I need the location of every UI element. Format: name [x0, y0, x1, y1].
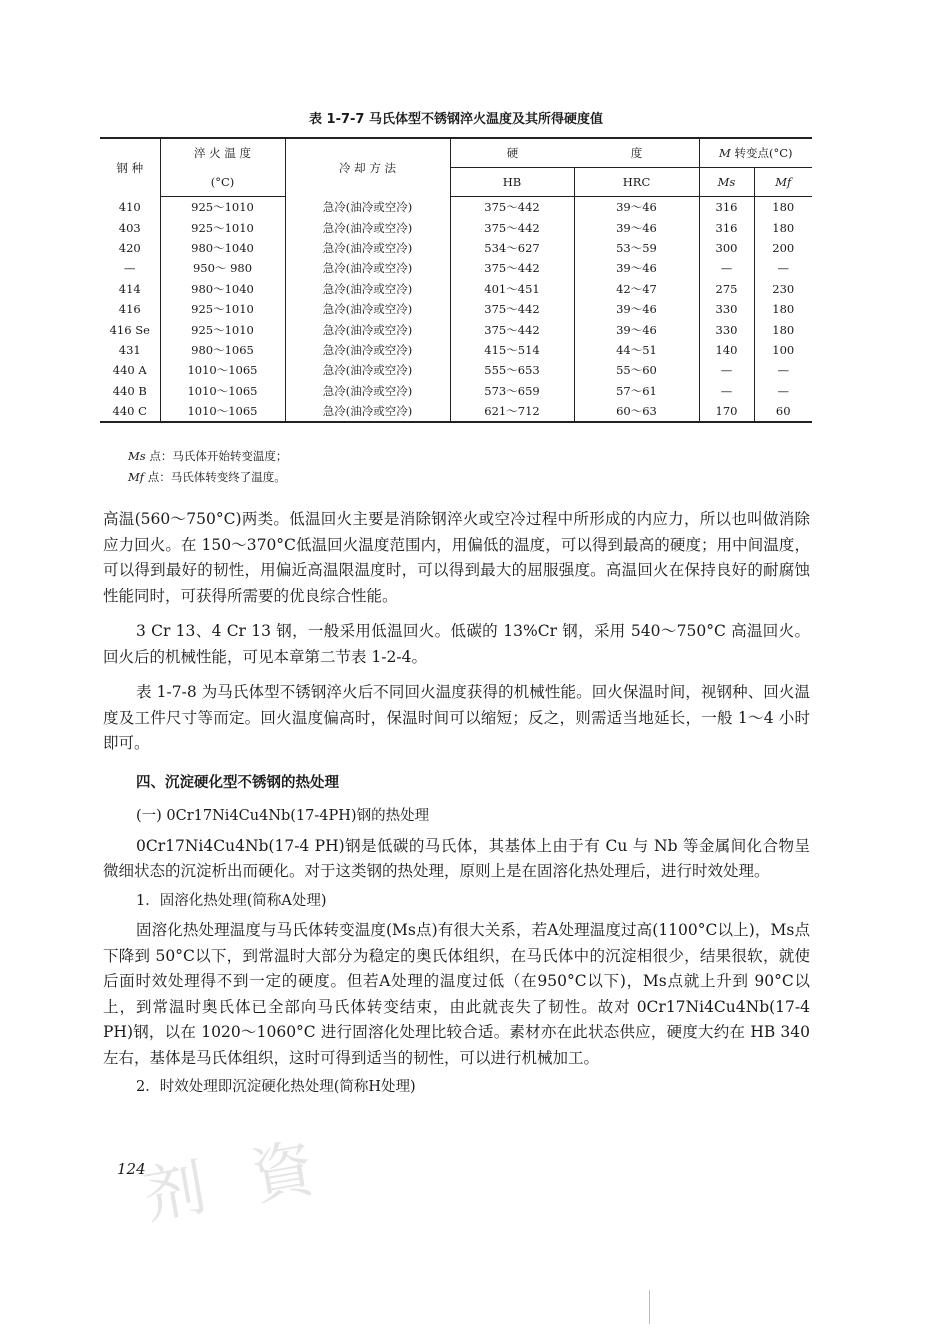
cell-mf: 180 — [772, 220, 795, 235]
cell-mf: — — [777, 261, 789, 276]
table-row — [100, 360, 812, 380]
cell-steel: 440 B — [100, 381, 160, 401]
subheading-solution-treatment: 1．固溶化热处理(简称A处理) — [136, 892, 327, 909]
paragraph-17-4ph: 0Cr17Ni4Cu4Nb(17-4 PH)钢是低碳的马氏体，其基体上由于有 Cu 与 Nb 等金属间化合物呈微细状态的沉淀析出而硬化。对于这类钢的热处理，原则上是在固溶化热处理后，进行时效处理。 — [103, 836, 810, 880]
cell-ms: 316 — [699, 197, 754, 218]
cell-temp: 1010～1065 — [160, 360, 285, 380]
table-row — [100, 381, 812, 401]
quench-hardness-table — [100, 137, 812, 423]
cell-hrc: 42～47 — [574, 279, 699, 299]
cell-mf: 180 — [772, 322, 795, 337]
cell-steel: 410 — [100, 197, 160, 218]
header-mf: Mf — [754, 168, 812, 197]
cell-ms: — — [699, 360, 754, 380]
scan-edge-line — [649, 1290, 650, 1324]
cell-mf: — — [777, 383, 789, 398]
table-row — [100, 401, 812, 422]
cell-hrc: 39～46 — [574, 299, 699, 319]
cell-mf: 200 — [772, 240, 795, 255]
cell-mf: 180 — [772, 302, 795, 317]
page-number: 124 — [117, 1160, 146, 1178]
cell-cooling: 急冷(油冷或空冷) — [285, 238, 450, 258]
cell-steel: 416 — [100, 299, 160, 319]
cell-hb: 375～442 — [450, 197, 574, 218]
table-row — [100, 217, 812, 237]
cell-hb: 375～442 — [450, 299, 574, 319]
cell-ms: — — [699, 258, 754, 278]
cell-cooling: 急冷(油冷或空冷) — [285, 381, 450, 401]
header-steel: 钢 种 — [100, 138, 160, 197]
paragraph-table-ref: 表 1-7-8 为马氏体型不锈钢淬火后不同回火温度获得的机械性能。回火保温时间，视钢种、回火温度及工件尺寸等而定。回火温度偏高时，保温时间可以缩短；反之，则需适当地延长，一般 1～4 小时即可。 — [103, 683, 810, 752]
cell-ms: 330 — [699, 299, 754, 319]
table-row — [100, 258, 812, 278]
header-ms: Ms — [699, 168, 754, 197]
cell-ms: 330 — [699, 319, 754, 339]
cell-mf: 100 — [772, 342, 795, 357]
paragraph-tempering: 高温(560～750°C)两类。低温回火主要是消除钢淬火或空冷过程中所形成的内应力，所以也叫做消除应力回火。在 150～370°C低温回火温度范围内，用偏低的温度，可以得到最高的硬度；用中间温度，可以得到最好的韧性，用偏近高温限温度时，可以得到最大的屈服强度。高温回火在保持良好的耐腐蚀性能同时，可获得所需要的优良综合性能。 — [103, 510, 810, 605]
cell-steel: 431 — [100, 340, 160, 360]
cell-temp: 925～1010 — [160, 217, 285, 237]
note-mf: Mf 点：马氏体转变终了温度。 — [128, 470, 286, 484]
subsection-heading: (一) 0Cr17Ni4Cu4Nb(17-4PH)钢的热处理 — [136, 808, 430, 824]
note-ms: Ms 点：马氏体开始转变温度； — [128, 449, 288, 463]
cell-temp: 950～ 980 — [160, 258, 285, 278]
cell-steel: 403 — [100, 217, 160, 237]
cell-cooling: 急冷(油冷或空冷) — [285, 340, 450, 360]
header-hrc: HRC — [574, 168, 699, 197]
cell-cooling: 急冷(油冷或空冷) — [285, 258, 450, 278]
cell-hb: 555～653 — [450, 360, 574, 380]
paragraph-low-temp: 3 Cr 13、4 Cr 13 钢，一般采用低温回火。低碳的 13%Cr 钢，采用 540～750°C 高温回火。回火后的机械性能，可见本章第二节表 1-2-4。 — [103, 622, 810, 666]
body-text — [103, 507, 810, 1101]
table-row — [100, 299, 812, 319]
cell-hrc: 39～46 — [574, 319, 699, 339]
paragraph-solution-treatment: 固溶化热处理温度与马氏体转变温度(Ms点)有很大关系，若A处理温度过高(1100°C以上)，Ms点下降到 50°C以下，到常温时大部分为稳定的奥氏体组织，在马氏体中的沉淀相很少，结果很软，就使后面时效处理得不到一定的硬度。但若A处理的温度过低（在950°C以下)，Ms点就上升到 90°C以上，到常温时奥氏体已全部向马氏体转变结束，由此就丧失了韧性。故对 0Cr17Ni4Cu4Nb(17-4 PH)钢，以在 1020～1060°C 进行固溶化处理比较合适。素材亦在此状态供应，硬度大约在 HB 340 左右，基体是马氏体组织，这时可得到适当的韧性，可以进行机械加工。 — [103, 921, 810, 1067]
table-notes — [128, 446, 287, 488]
cell-steel: 416 Se — [100, 319, 160, 339]
table-row — [100, 279, 812, 299]
cell-steel: 440 C — [100, 401, 160, 422]
watermark-stamp: 剂 資 — [137, 1128, 334, 1233]
cell-temp: 980～1040 — [160, 238, 285, 258]
cell-temp: 980～1040 — [160, 279, 285, 299]
cell-hrc: 53～59 — [574, 238, 699, 258]
header-m-var: M — [719, 146, 731, 160]
cell-hrc: 60～63 — [574, 401, 699, 422]
cell-temp: 925～1010 — [160, 299, 285, 319]
cell-ms: 300 — [699, 238, 754, 258]
cell-hrc: 39～46 — [574, 197, 699, 218]
cell-ms: 275 — [699, 279, 754, 299]
cell-hb: 375～442 — [450, 319, 574, 339]
cell-hb: 415～514 — [450, 340, 574, 360]
cell-hrc: 39～46 — [574, 258, 699, 278]
cell-hb: 401～451 — [450, 279, 574, 299]
table-row — [100, 319, 812, 339]
header-hardness-right: 度 — [630, 146, 643, 160]
cell-hb: 375～442 — [450, 258, 574, 278]
cell-steel: 420 — [100, 238, 160, 258]
cell-hb: 375～442 — [450, 217, 574, 237]
cell-ms: 140 — [699, 340, 754, 360]
table-body — [100, 197, 812, 423]
section-heading: 四、沉淀硬化型不锈钢的热处理 — [136, 774, 339, 791]
cell-cooling: 急冷(油冷或空冷) — [285, 360, 450, 380]
cell-hrc: 39～46 — [574, 217, 699, 237]
cell-steel: 414 — [100, 279, 160, 299]
cell-hb: 573～659 — [450, 381, 574, 401]
subheading-aging: 2．时效处理即沉淀硬化热处理(简称H处理) — [136, 1079, 416, 1095]
cell-mf: — — [777, 363, 789, 378]
cell-cooling: 急冷(油冷或空冷) — [285, 217, 450, 237]
cell-cooling: 急冷(油冷或空冷) — [285, 319, 450, 339]
header-hb: HB — [450, 168, 574, 197]
cell-ms: — — [699, 381, 754, 401]
cell-hb: 534～627 — [450, 238, 574, 258]
cell-hrc: 55～60 — [574, 360, 699, 380]
cell-hb: 621～712 — [450, 401, 574, 422]
cell-cooling: 急冷(油冷或空冷) — [285, 279, 450, 299]
table-row — [100, 238, 812, 258]
cell-mf: 60 — [754, 401, 812, 422]
cell-cooling: 急冷(油冷或空冷) — [285, 401, 450, 422]
cell-temp: 925～1010 — [160, 319, 285, 339]
header-m-point: M 转变点(°C) — [699, 138, 812, 168]
cell-mf: 230 — [772, 281, 795, 296]
header-quench-temp: 淬 火 温 度 — [160, 138, 285, 168]
cell-steel: — — [100, 258, 160, 278]
table-row — [100, 340, 812, 360]
cell-ms: 316 — [699, 217, 754, 237]
cell-ms: 170 — [699, 401, 754, 422]
cell-hrc: 57～61 — [574, 381, 699, 401]
header-hardness-left: 硬 — [506, 146, 519, 160]
table-row — [100, 197, 812, 218]
cell-temp: 1010～1065 — [160, 381, 285, 401]
cell-cooling: 急冷(油冷或空冷) — [285, 299, 450, 319]
cell-cooling: 急冷(油冷或空冷) — [285, 197, 450, 218]
cell-mf: 180 — [772, 200, 795, 215]
cell-temp: 1010～1065 — [160, 401, 285, 422]
cell-temp: 925～1010 — [160, 197, 285, 218]
table-title: 表 1-7-7 马氏体型不锈钢淬火温度及其所得硬度值 — [309, 112, 603, 127]
cell-steel: 440 A — [100, 360, 160, 380]
header-quench-temp-unit: (°C) — [160, 168, 285, 197]
header-cooling: 冷 却 方 法 — [285, 138, 450, 197]
cell-temp: 980～1065 — [160, 340, 285, 360]
header-hardness — [450, 138, 699, 168]
cell-hrc: 44～51 — [574, 340, 699, 360]
